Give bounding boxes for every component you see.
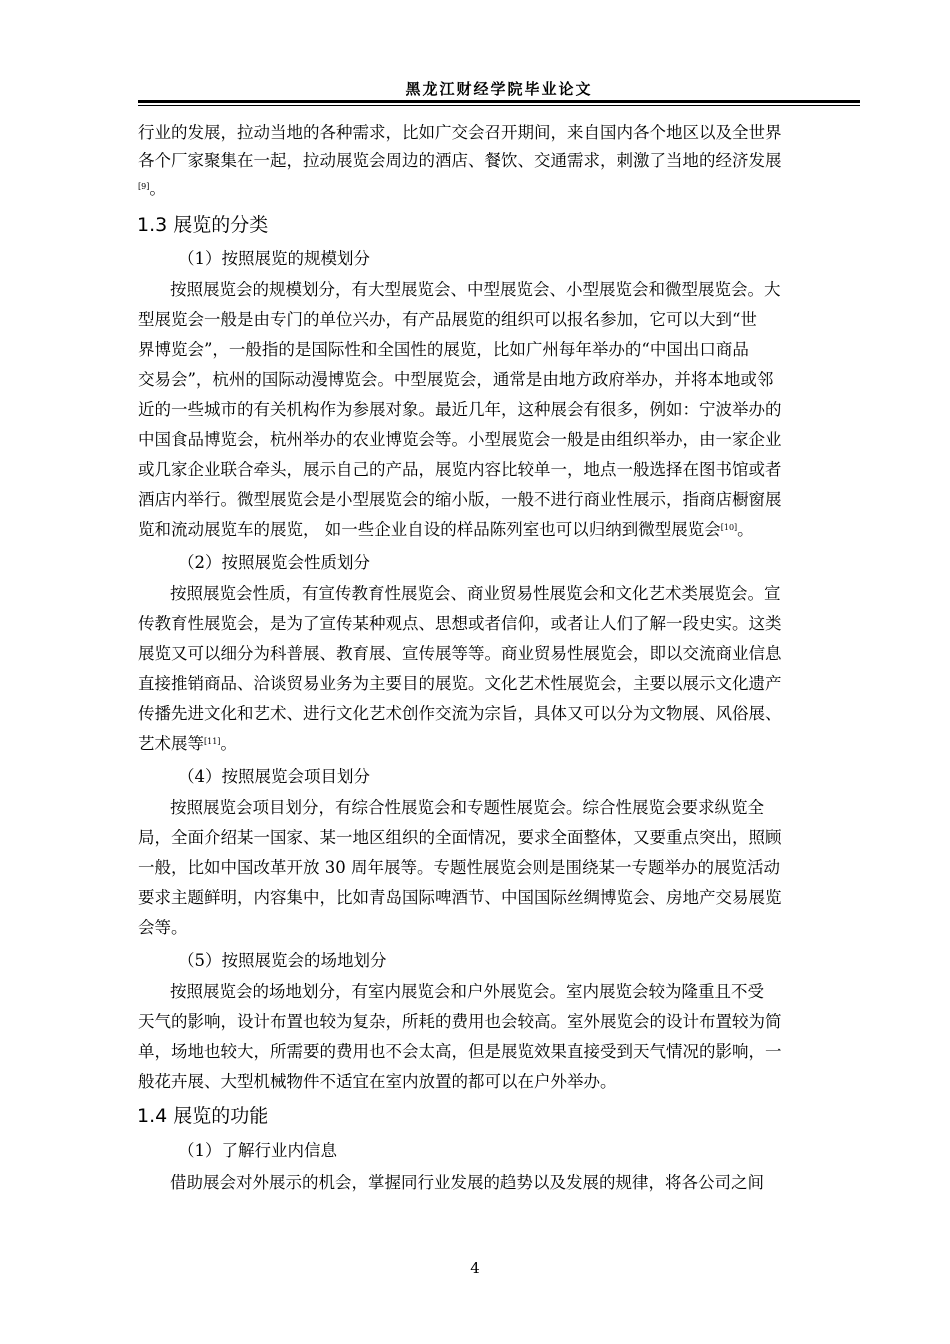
text-line: 按照展览会性质，有宣传教育性展览会、商业贸易性展览会和文化艺术类展览会。宣 (170, 584, 781, 603)
header-rule-thin (138, 105, 860, 106)
citation-ref: [9] (138, 182, 150, 191)
text-line (138, 176, 166, 202)
text-line: 酒店内举行。微型展览会是小型展览会的缩小版，一般不进行商业性展示，指商店橱窗展 (138, 490, 782, 509)
text-line: 近的一些城市的有关机构作为参展对象。最近几年，这种展会有很多，例如：宁波举办的 (138, 400, 782, 419)
page-number: 4 (470, 1259, 480, 1277)
text-line: 会等。 (138, 918, 188, 937)
text-line: 中国食品博览会，杭州举办的农业博览会等。小型展览会一般是由组织举办，由一家企业 (138, 430, 782, 449)
text-line: 型展览会一般是由专门的单位兴办，有产品展览的组织可以报名参加，它可以大到“世 (138, 310, 757, 329)
text-line: 按照展览会项目划分，有综合性展览会和专题性展览会。综合性展览会要求纵览全 (170, 798, 764, 817)
text-line: 般花卉展、大型机械物件不适宜在室内放置的都可以在户外举办。 (138, 1072, 617, 1091)
text-line: 直接推销商品、洽谈贸易业务为主要目的展览。文化艺术性展览会，主要以展示文化遗产 (138, 674, 782, 693)
text-fragment: 艺术展等 (138, 734, 204, 753)
header-title: 黑龙江财经学院毕业论文 (405, 80, 593, 98)
citation-ref: [11] (204, 737, 221, 746)
text-line: 交易会”，杭州的国际动漫博览会。中型展览会，通常是由地方政府举办，并将本地或邻 (138, 370, 774, 389)
text-line: 展览又可以细分为科普展、教育展、宣传展等等。商业贸易性展览会，即以交流商业信息 (138, 644, 782, 663)
text-fragment: 。 (737, 520, 754, 539)
text-line: 传播先进文化和艺术、进行文化艺术创作交流为宗旨，具体又可以分为文物展、风俗展、 (138, 704, 782, 723)
text-line: 要求主题鲜明，内容集中，比如青岛国际啤酒节、中国国际丝绸博览会、房地产交易展览 (138, 888, 782, 907)
text-line: 单，场地也较大，所需要的费用也不会太高，但是展览效果直接受到天气情况的影响，一 (138, 1042, 782, 1061)
text-fragment: 。 (220, 734, 237, 753)
text-line: 按照展览会的场地划分，有室内展览会和户外展览会。室内展览会较为隆重且不受 (170, 982, 764, 1001)
subsection-heading: （1）按照展览的规模划分 (178, 249, 370, 268)
section-heading-1-4: 1.4 展览的功能 (137, 1105, 269, 1127)
section-heading-1-3: 1.3 展览的分类 (137, 214, 269, 236)
text-line: 天气的影响，设计布置也较为复杂，所耗的费用也会较高。室外展览会的设计布置较为简 (138, 1012, 782, 1031)
subsection-heading: （4）按照展览会项目划分 (178, 767, 370, 786)
text-line: 局，全面介绍某一国家、某一地区组织的全面情况，要求全面整体，又要重点突出，照顾 (138, 828, 782, 847)
text-fragment: 览和流动展览车的展览， 如一些企业自设的样品陈列室也可以归纳到微型展览会 (138, 520, 721, 539)
text-line: 传教育性展览会，是为了宣传某种观点、思想或者信仰，或者让人们了解一段史实。这类 (138, 614, 782, 633)
text-line (138, 517, 754, 543)
text-line: 各个厂家聚集在一起，拉动展览会周边的酒店、餐饮、交通需求，刺激了当地的经济发展 (138, 151, 782, 170)
text-line: 行业的发展，拉动当地的各种需求，比如广交会召开期间，来自国内各个地区以及全世界 (138, 123, 782, 142)
text-line: 按照展览会的规模划分，有大型展览会、中型展览会、小型展览会和微型展览会。大 (170, 280, 781, 299)
text-fragment: 。 (149, 179, 166, 198)
text-line: 一般，比如中国改革开放 30 周年展等。专题性展览会则是围绕某一专题举办的展览活动 (138, 858, 780, 877)
header-rule-thick (138, 100, 860, 103)
text-line (138, 731, 237, 757)
subsection-heading: （2）按照展览会性质划分 (178, 553, 370, 572)
text-line: 借助展会对外展示的机会，掌握同行业发展的趋势以及发展的规律，将各公司之间 (170, 1173, 764, 1192)
subsection-heading: （1）了解行业内信息 (178, 1141, 337, 1160)
citation-ref: [10] (720, 523, 738, 532)
subsection-heading: （5）按照展览会的场地划分 (178, 951, 387, 970)
text-line: 或几家企业联合牵头，展示自己的产品，展览内容比较单一，地点一般选择在图书馆或者 (138, 460, 782, 479)
text-line: 界博览会”，一般指的是国际性和全国性的展览，比如广州每年举办的“中国出口商品 (138, 340, 749, 359)
